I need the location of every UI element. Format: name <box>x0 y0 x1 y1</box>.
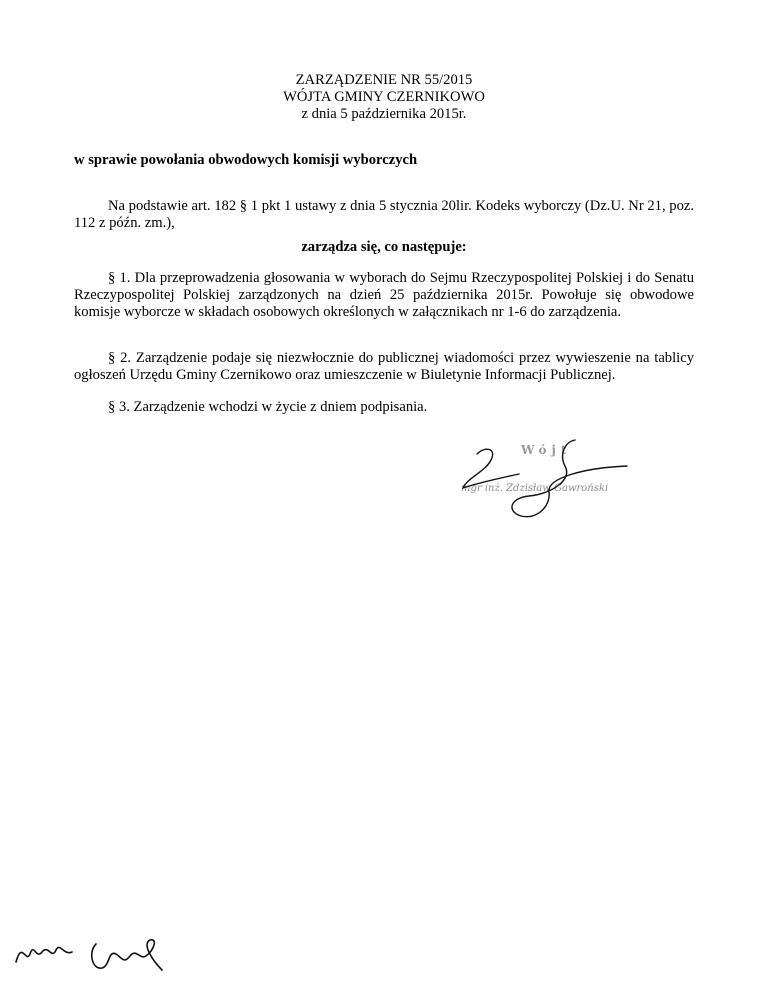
document-header <box>0 72 768 123</box>
official-stamp <box>455 432 645 522</box>
initials-scribble <box>12 930 172 980</box>
legal-basis-text: Na podstawie art. 182 § 1 pkt 1 ustawy z dnia 5 stycznia 20lir. Kodeks wyborczy (Dz.U. Nr 21, poz. 112 z późn. zm.), <box>74 198 694 231</box>
signature-scribble <box>455 432 645 522</box>
decree-number: ZARZĄDZENIE NR 55/2015 <box>295 72 473 88</box>
legal-basis-paragraph <box>74 198 694 232</box>
issuer: WÓJTA GMINY CZERNIKOWO <box>283 89 485 105</box>
section-1-text: § 1. Dla przeprowadzenia głosowania w wyborach do Sejmu Rzeczypospolitej Polskiej i do Senatu Rzeczypospolitej Polskiej zarządzonych na dzień 25 października 2015r. Powołuje się obwodowe komisje wyborcze w składach osobowych określonych w załącznikach nr 1-6 do zarządzenia. <box>74 270 694 320</box>
section-3-paragraph <box>74 399 694 416</box>
decree-date: z dnia 5 października 2015r. <box>301 106 467 122</box>
section-3-text: § 3. Zarządzenie wchodzi w życie z dniem podpisania. <box>108 399 428 415</box>
decree-heading: zarządza się, co następuje: <box>301 239 467 255</box>
section-2-paragraph <box>74 350 694 384</box>
section-1-paragraph <box>74 270 694 321</box>
section-2-text: § 2. Zarządzenie podaje się niezwłocznie do publicznej wiadomości przez wywieszenie na tablicy ogłoszeń Urzędu Gminy Czernikowo oraz umieszczenie w Biuletynie Informacji Publicznej. <box>74 350 694 383</box>
initials-signatures <box>12 930 172 980</box>
stamp-title: Wójt <box>521 443 572 457</box>
stamp-name: mgr inż. Zdzisław Gawroński <box>461 483 609 494</box>
decree-subject: w sprawie powołania obwodowych komisji wyborczych <box>74 152 418 168</box>
